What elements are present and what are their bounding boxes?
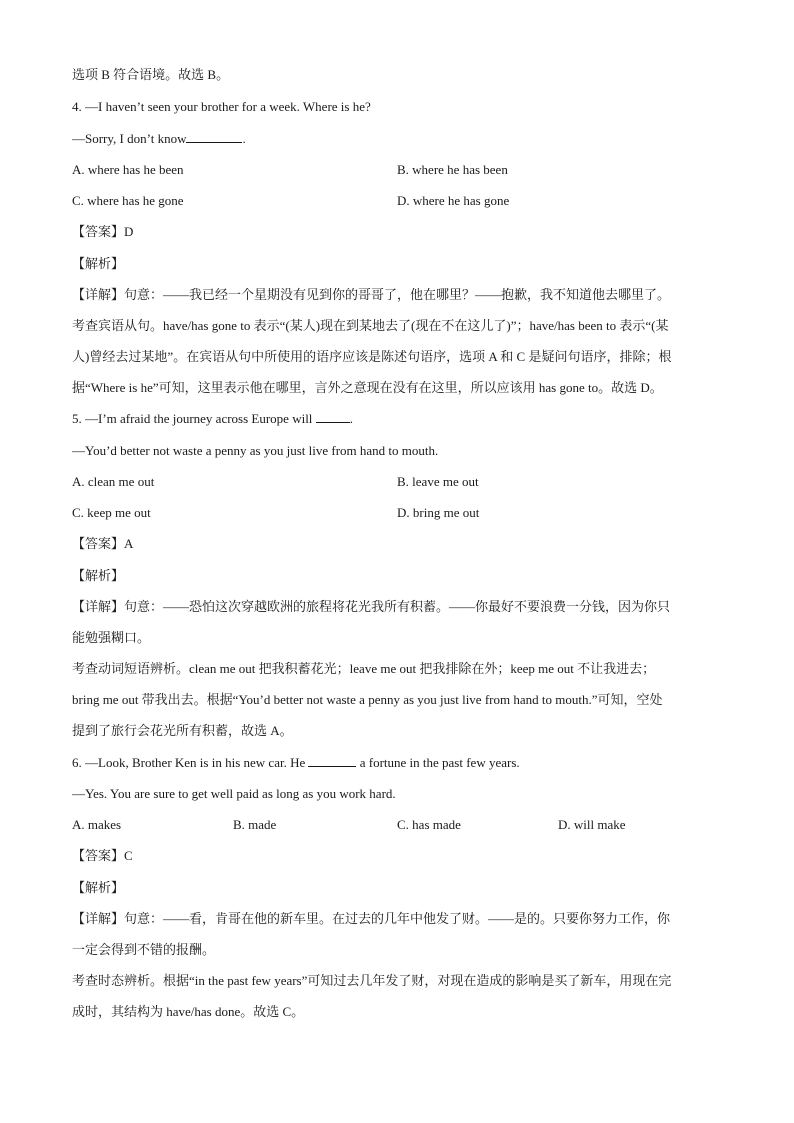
q4-detail-1: 【详解】句意：——我已经一个星期没有见到你的哥哥了，他在哪里？——抱歉，我不知道他去哪里了。 bbox=[72, 287, 671, 302]
q4-option-c: C. where has he gone bbox=[72, 193, 184, 208]
q6-option-a: A. makes bbox=[72, 817, 122, 832]
q4-detail-4: 据“Where is he”可知，这里表示他在哪里，言外之意现在没有在这里，所以应该用 has gone to。故选 D。 bbox=[72, 380, 663, 395]
q4-reply: —Sorry, I don’t know . bbox=[72, 131, 246, 146]
q6-answer: 【答案】C bbox=[72, 848, 133, 863]
q4-analysis-heading: 【解析】 bbox=[72, 256, 125, 271]
q4-option-b: B. where he has been bbox=[397, 162, 508, 177]
q6-stem: 6. —Look, Brother Ken is in his new car. He a fortune in the past few years. bbox=[72, 755, 520, 770]
prev-answer-line: 选项 B 符合语境。故选 B。 bbox=[72, 67, 230, 82]
q5-option-a: A. clean me out bbox=[72, 474, 155, 489]
q5-stem: 5. —I’m afraid the journey across Europe will . bbox=[72, 411, 353, 426]
q6-option-d: D. will make bbox=[558, 817, 626, 832]
q4-detail-2: 考查宾语从句。have/has gone to 表示“(某人)现在到某地去了(现在不在这儿了)”；have/has been to 表示“(某 bbox=[72, 318, 669, 333]
q5-detail-5: 提到了旅行会花光所有积蓄，故选 A。 bbox=[72, 723, 293, 738]
q5-option-d: D. bring me out bbox=[397, 505, 480, 520]
q6-detail-3: 考查时态辨析。根据“in the past few years”可知过去几年发了财，对现在造成的影响是买了新车，用现在完 bbox=[72, 973, 672, 988]
q6-detail-1: 【详解】句意：——看，肯哥在他的新车里。在过去的几年中他发了财。——是的。只要你努力工作，你 bbox=[72, 911, 671, 926]
q5-blank bbox=[316, 410, 350, 423]
q5-answer: 【答案】A bbox=[72, 536, 134, 551]
q6-option-b: B. made bbox=[233, 817, 277, 832]
q4-blank bbox=[186, 130, 242, 143]
q5-analysis-heading: 【解析】 bbox=[72, 568, 125, 583]
q6-detail-4: 成时，其结构为 have/has done。故选 C。 bbox=[72, 1004, 305, 1019]
q5-detail-2: 能勉强糊口。 bbox=[72, 630, 151, 645]
q5-option-c: C. keep me out bbox=[72, 505, 151, 520]
q6-analysis-heading: 【解析】 bbox=[72, 880, 125, 895]
q6-reply: —Yes. You are sure to get well paid as long as you work hard. bbox=[72, 786, 396, 801]
q4-detail-3: 人)曾经去过某地”。在宾语从句中所使用的语序应该是陈述句语序，选项 A 和 C 是疑问句语序，排除；根 bbox=[72, 349, 672, 364]
q6-detail-2: 一定会得到不错的报酬。 bbox=[72, 942, 216, 957]
q5-option-b: B. leave me out bbox=[397, 474, 479, 489]
q5-detail-4: bring me out 带我出去。根据“You’d better not waste a penny as you just live from hand to mouth.”可知，空处 bbox=[72, 692, 663, 707]
q4-stem: 4. —I haven’t seen your brother for a week. Where is he? bbox=[72, 99, 371, 114]
q6-blank bbox=[308, 754, 356, 767]
q4-answer: 【答案】D bbox=[72, 224, 134, 239]
q6-option-c: C. has made bbox=[397, 817, 461, 832]
q4-option-d: D. where he has gone bbox=[397, 193, 510, 208]
q4-option-a: A. where has he been bbox=[72, 162, 184, 177]
q5-detail-3: 考查动词短语辨析。clean me out 把我积蓄花光；leave me out 把我排除在外；keep me out 不让我进去； bbox=[72, 661, 656, 676]
q5-detail-1: 【详解】句意：——恐怕这次穿越欧洲的旅程将花光我所有积蓄。——你最好不要浪费一分钱，因为你只 bbox=[72, 599, 671, 614]
q5-reply: —You’d better not waste a penny as you just live from hand to mouth. bbox=[72, 443, 439, 458]
